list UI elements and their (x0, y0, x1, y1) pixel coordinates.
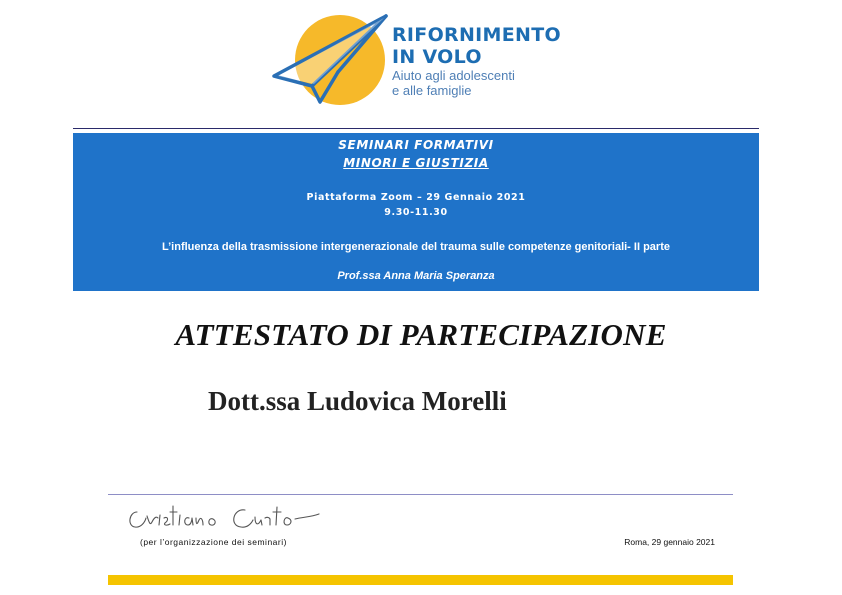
logo-title-line2: IN VOLO (392, 46, 482, 68)
seminar-banner (73, 133, 759, 291)
banner-series-title: SEMINARI FORMATIVI (338, 138, 494, 152)
logo-subtitle-line1: Aiuto agli adolescenti (392, 68, 515, 83)
bottom-bar (108, 575, 733, 585)
signature-divider (108, 494, 733, 495)
logo-title-line1: RIFORNIMENTO (392, 24, 561, 46)
top-divider (73, 128, 759, 129)
banner-topic: L’influenza della trasmissione intergenerazionale del trauma sulle competenze genitoriali- II parte (162, 241, 670, 253)
logo-subtitle-line2: e alle famiglie (392, 83, 472, 98)
banner-platform-date: Piattaforma Zoom – 29 Gennaio 2021 (306, 192, 526, 203)
banner-speaker: Prof.ssa Anna Maria Speranza (337, 270, 495, 282)
logo-text (392, 24, 561, 98)
certificate-title: ATTESTATO DI PARTECIPAZIONE (175, 317, 667, 352)
handwritten-signature (123, 498, 333, 534)
banner-time: 9.30-11.30 (384, 207, 448, 218)
issue-date: Roma, 29 gennaio 2021 (624, 537, 715, 547)
banner-series-subtitle: MINORI E GIUSTIZIA (343, 156, 489, 170)
recipient-name: Dott.ssa Ludovica Morelli (208, 386, 507, 416)
signature-note: (per l’organizzazione dei seminari) (140, 537, 287, 547)
